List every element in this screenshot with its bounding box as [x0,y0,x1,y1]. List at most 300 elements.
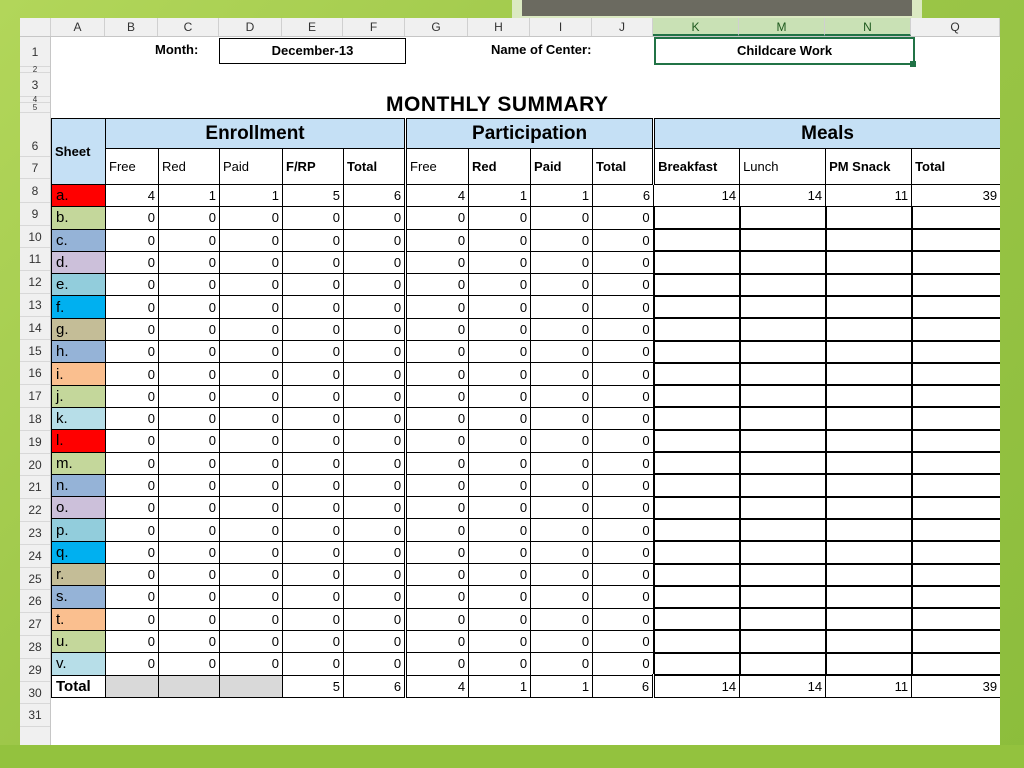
row-header-20[interactable]: 20 [20,454,50,477]
participation-cell[interactable]: 0 [531,541,593,563]
fill-handle[interactable] [910,61,916,67]
enrollment-cell[interactable]: 0 [220,318,283,340]
participation-cell[interactable]: 0 [406,207,469,229]
participation-cell[interactable]: 0 [531,385,593,407]
participation-cell[interactable]: 0 [593,229,654,251]
meal-cell[interactable] [826,564,912,586]
participation-cell[interactable]: 0 [593,251,654,273]
meal-cell[interactable] [654,296,740,318]
meal-cell[interactable] [826,586,912,608]
meal-cell[interactable] [826,207,912,229]
meal-cell[interactable] [654,274,740,296]
enrollment-cell[interactable]: 0 [283,296,344,318]
enrollment-cell[interactable]: 0 [283,363,344,385]
column-header-k[interactable]: K [653,18,739,36]
enrollment-cell[interactable]: 0 [283,430,344,452]
enrollment-cell[interactable]: 0 [220,497,283,519]
participation-cell[interactable]: 0 [593,296,654,318]
enrollment-cell[interactable]: 0 [344,296,406,318]
participation-cell[interactable]: 0 [593,541,654,563]
participation-cell[interactable]: 0 [406,608,469,630]
row-header-14[interactable]: 14 [20,317,50,340]
participation-cell[interactable]: 0 [406,385,469,407]
spreadsheet[interactable] [20,18,1000,745]
row-header-31[interactable]: 31 [20,704,50,727]
meal-cell[interactable] [912,474,1000,496]
meal-cell[interactable] [912,341,1000,363]
enrollment-cell[interactable]: 0 [159,519,220,541]
participation-cell[interactable]: 0 [406,274,469,296]
participation-cell[interactable]: 0 [593,274,654,296]
meal-cell[interactable] [826,296,912,318]
enrollment-cell[interactable]: 0 [344,229,406,251]
row-header-7[interactable]: 7 [20,157,50,179]
meal-cell[interactable] [654,452,740,474]
enrollment-cell[interactable]: 0 [159,541,220,563]
column-header-g[interactable]: G [405,18,468,36]
participation-cell[interactable]: 0 [531,452,593,474]
participation-cell[interactable]: 0 [406,586,469,608]
enrollment-cell[interactable]: 0 [106,363,159,385]
total-meal-cell[interactable]: 14 [740,675,826,697]
participation-cell[interactable]: 0 [593,653,654,675]
meal-cell[interactable] [654,385,740,407]
meal-cell[interactable]: 14 [740,185,826,207]
sheet-cell[interactable]: o. [52,497,106,519]
participation-cell[interactable]: 0 [406,251,469,273]
participation-cell[interactable]: 0 [469,608,531,630]
meal-cell[interactable] [654,497,740,519]
participation-cell[interactable]: 0 [531,497,593,519]
meal-cell[interactable] [740,474,826,496]
participation-cell[interactable]: 0 [406,474,469,496]
participation-cell[interactable]: 0 [406,363,469,385]
participation-cell[interactable]: 1 [531,185,593,207]
meal-cell[interactable] [912,229,1000,251]
meal-cell[interactable] [912,207,1000,229]
row-header-15[interactable]: 15 [20,340,50,363]
sheet-cell[interactable]: d. [52,251,106,273]
total-participation-cell[interactable]: 1 [469,675,531,697]
row-header-25[interactable]: 25 [20,568,50,591]
sheet-cell[interactable]: c. [52,229,106,251]
enrollment-cell[interactable]: 0 [106,229,159,251]
participation-cell[interactable]: 0 [406,296,469,318]
enrollment-cell[interactable]: 0 [283,497,344,519]
enrollment-cell[interactable]: 0 [344,341,406,363]
participation-cell[interactable]: 0 [531,341,593,363]
participation-cell[interactable]: 0 [406,630,469,652]
participation-cell[interactable]: 0 [593,630,654,652]
enrollment-cell[interactable]: 0 [283,586,344,608]
meal-cell[interactable] [740,608,826,630]
meal-cell[interactable] [826,541,912,563]
meal-cell[interactable] [912,407,1000,429]
enrollment-cell[interactable]: 0 [344,474,406,496]
enrollment-cell[interactable]: 0 [106,430,159,452]
participation-cell[interactable]: 0 [469,274,531,296]
meal-cell[interactable] [740,586,826,608]
meal-cell[interactable] [740,430,826,452]
participation-cell[interactable]: 0 [593,586,654,608]
participation-cell[interactable]: 0 [593,407,654,429]
column-header-f[interactable]: F [343,18,405,36]
enrollment-cell[interactable]: 0 [106,586,159,608]
enrollment-cell[interactable]: 0 [106,630,159,652]
enrollment-cell[interactable]: 0 [220,608,283,630]
enrollment-cell[interactable]: 4 [106,185,159,207]
meal-cell[interactable] [826,519,912,541]
enrollment-cell[interactable]: 0 [344,385,406,407]
participation-cell[interactable]: 0 [593,497,654,519]
enrollment-cell[interactable]: 0 [344,653,406,675]
meal-cell[interactable] [912,385,1000,407]
meal-cell[interactable] [912,452,1000,474]
meal-cell[interactable] [740,341,826,363]
participation-cell[interactable]: 0 [469,586,531,608]
meal-cell[interactable] [654,586,740,608]
participation-cell[interactable]: 0 [469,430,531,452]
enrollment-cell[interactable]: 0 [344,608,406,630]
enrollment-cell[interactable]: 0 [159,385,220,407]
enrollment-cell[interactable]: 0 [159,229,220,251]
enrollment-cell[interactable]: 0 [106,385,159,407]
row-header-22[interactable]: 22 [20,499,50,522]
meal-cell[interactable] [912,564,1000,586]
meal-cell[interactable] [740,274,826,296]
meal-cell[interactable] [740,363,826,385]
enrollment-cell[interactable]: 0 [106,564,159,586]
enrollment-cell[interactable]: 0 [220,564,283,586]
row-header-17[interactable]: 17 [20,385,50,408]
meal-cell[interactable] [912,318,1000,340]
enrollment-cell[interactable]: 0 [159,564,220,586]
enrollment-cell[interactable]: 0 [220,653,283,675]
participation-cell[interactable]: 6 [593,185,654,207]
meal-cell[interactable] [654,608,740,630]
meal-cell[interactable] [740,497,826,519]
total-meal-cell[interactable]: 14 [654,675,740,697]
participation-cell[interactable]: 0 [469,541,531,563]
meal-cell[interactable] [654,407,740,429]
sheet-cell[interactable]: p. [52,519,106,541]
meal-cell[interactable] [654,229,740,251]
enrollment-cell[interactable]: 6 [344,185,406,207]
enrollment-cell[interactable]: 0 [106,608,159,630]
meal-cell[interactable] [912,630,1000,652]
total-participation-cell[interactable]: 6 [593,675,654,697]
meal-cell[interactable] [740,541,826,563]
meal-cell[interactable] [654,474,740,496]
row-header-19[interactable]: 19 [20,431,50,454]
meal-cell[interactable]: 14 [654,185,740,207]
sheet-cell[interactable]: l. [52,430,106,452]
column-header-i[interactable]: I [530,18,592,36]
participation-cell[interactable]: 0 [469,363,531,385]
column-header-e[interactable]: E [282,18,343,36]
enrollment-cell[interactable]: 0 [344,251,406,273]
meal-cell[interactable] [740,407,826,429]
enrollment-cell[interactable]: 0 [283,608,344,630]
meal-cell[interactable] [654,318,740,340]
row-header-2[interactable]: 2 [20,67,50,73]
participation-cell[interactable]: 0 [469,519,531,541]
meal-cell[interactable] [912,519,1000,541]
enrollment-cell[interactable]: 0 [344,630,406,652]
row-header-1[interactable]: 1 [20,37,50,67]
participation-cell[interactable]: 0 [531,229,593,251]
enrollment-cell[interactable]: 0 [220,474,283,496]
column-header-bar[interactable] [20,18,1000,37]
meal-cell[interactable] [912,541,1000,563]
participation-cell[interactable]: 0 [469,474,531,496]
enrollment-cell[interactable]: 0 [159,407,220,429]
row-header-10[interactable]: 10 [20,226,50,249]
participation-cell[interactable]: 0 [593,564,654,586]
sheet-cell[interactable]: e. [52,274,106,296]
meal-cell[interactable]: 11 [826,185,912,207]
center-name-field[interactable]: Childcare Work [654,37,915,65]
meal-cell[interactable] [740,251,826,273]
enrollment-cell[interactable]: 0 [283,474,344,496]
meal-cell[interactable] [740,452,826,474]
row-header-9[interactable]: 9 [20,203,50,226]
meal-cell[interactable] [654,519,740,541]
participation-cell[interactable]: 0 [469,385,531,407]
month-field[interactable]: December-13 [219,38,406,64]
enrollment-cell[interactable]: 0 [344,541,406,563]
total-meal-cell[interactable]: 39 [912,675,1000,697]
participation-cell[interactable]: 0 [531,608,593,630]
participation-cell[interactable]: 0 [531,653,593,675]
enrollment-cell[interactable]: 0 [283,229,344,251]
meal-cell[interactable] [826,608,912,630]
enrollment-cell[interactable]: 0 [106,407,159,429]
total-enrollment-cell[interactable]: 5 [283,675,344,697]
enrollment-cell[interactable]: 0 [159,452,220,474]
enrollment-cell[interactable]: 0 [283,385,344,407]
column-header-q[interactable]: Q [911,18,1000,36]
column-header-a[interactable]: A [51,18,105,36]
column-header-n[interactable]: N [825,18,911,36]
participation-cell[interactable]: 0 [406,541,469,563]
participation-cell[interactable]: 0 [406,430,469,452]
enrollment-cell[interactable]: 0 [283,564,344,586]
enrollment-cell[interactable]: 0 [283,274,344,296]
row-header-28[interactable]: 28 [20,636,50,659]
meal-cell[interactable] [654,430,740,452]
enrollment-cell[interactable]: 0 [283,407,344,429]
meal-cell[interactable] [826,653,912,675]
enrollment-cell[interactable]: 0 [220,541,283,563]
enrollment-cell[interactable]: 0 [344,564,406,586]
row-header-23[interactable]: 23 [20,522,50,545]
enrollment-cell[interactable]: 0 [220,341,283,363]
row-header-11[interactable]: 11 [20,248,50,271]
sheet-cell[interactable]: b. [52,207,106,229]
enrollment-cell[interactable]: 0 [106,318,159,340]
participation-cell[interactable]: 0 [531,474,593,496]
total-enrollment-cell[interactable] [159,675,220,697]
meal-cell[interactable] [654,630,740,652]
meal-cell[interactable] [654,251,740,273]
select-all-corner[interactable] [20,18,51,36]
participation-cell[interactable]: 0 [593,385,654,407]
enrollment-cell[interactable]: 0 [344,363,406,385]
participation-cell[interactable]: 0 [531,274,593,296]
sheet-cell[interactable]: u. [52,630,106,652]
participation-cell[interactable]: 0 [531,407,593,429]
participation-cell[interactable]: 0 [593,430,654,452]
participation-cell[interactable]: 0 [469,341,531,363]
participation-cell[interactable]: 0 [593,207,654,229]
row-header-24[interactable]: 24 [20,545,50,568]
enrollment-cell[interactable]: 0 [220,586,283,608]
participation-cell[interactable]: 0 [406,452,469,474]
enrollment-cell[interactable]: 0 [159,497,220,519]
meal-cell[interactable] [912,653,1000,675]
enrollment-cell[interactable]: 0 [220,630,283,652]
enrollment-cell[interactable]: 0 [106,541,159,563]
enrollment-cell[interactable]: 1 [159,185,220,207]
enrollment-cell[interactable]: 1 [220,185,283,207]
enrollment-cell[interactable]: 0 [344,452,406,474]
enrollment-cell[interactable]: 0 [344,318,406,340]
enrollment-cell[interactable]: 0 [159,474,220,496]
enrollment-cell[interactable]: 0 [106,519,159,541]
enrollment-cell[interactable]: 0 [220,407,283,429]
enrollment-cell[interactable]: 0 [344,207,406,229]
enrollment-cell[interactable]: 0 [344,497,406,519]
enrollment-cell[interactable]: 0 [159,274,220,296]
total-enrollment-cell[interactable] [220,675,283,697]
column-header-b[interactable]: B [105,18,158,36]
meal-cell[interactable] [740,318,826,340]
participation-cell[interactable]: 0 [469,407,531,429]
sheet-cell[interactable]: g. [52,318,106,340]
meal-cell[interactable] [740,207,826,229]
total-enrollment-cell[interactable]: 6 [344,675,406,697]
participation-cell[interactable]: 0 [531,519,593,541]
meal-cell[interactable] [654,341,740,363]
participation-cell[interactable]: 0 [469,229,531,251]
meal-cell[interactable] [740,296,826,318]
enrollment-cell[interactable]: 0 [283,519,344,541]
enrollment-cell[interactable]: 0 [159,430,220,452]
row-header-8[interactable]: 8 [20,180,50,203]
meal-cell[interactable] [826,229,912,251]
enrollment-cell[interactable]: 0 [220,430,283,452]
enrollment-cell[interactable]: 0 [220,519,283,541]
enrollment-cell[interactable]: 0 [344,519,406,541]
enrollment-cell[interactable]: 0 [344,586,406,608]
enrollment-cell[interactable]: 0 [220,229,283,251]
participation-cell[interactable]: 1 [469,185,531,207]
meal-cell[interactable] [654,207,740,229]
participation-cell[interactable]: 0 [593,363,654,385]
enrollment-cell[interactable]: 0 [220,296,283,318]
enrollment-cell[interactable]: 0 [106,497,159,519]
meal-cell[interactable] [912,251,1000,273]
enrollment-cell[interactable]: 0 [159,630,220,652]
meal-cell[interactable] [826,385,912,407]
enrollment-cell[interactable]: 0 [159,586,220,608]
participation-cell[interactable]: 0 [406,341,469,363]
meal-cell[interactable]: 39 [912,185,1000,207]
sheet-cell[interactable]: t. [52,608,106,630]
enrollment-cell[interactable]: 0 [283,541,344,563]
participation-cell[interactable]: 0 [469,251,531,273]
participation-cell[interactable]: 0 [531,207,593,229]
participation-cell[interactable]: 0 [593,474,654,496]
meal-cell[interactable] [740,519,826,541]
participation-cell[interactable]: 0 [469,207,531,229]
enrollment-cell[interactable]: 0 [220,452,283,474]
row-header-bar[interactable] [20,37,51,745]
enrollment-cell[interactable]: 0 [106,474,159,496]
row-header-16[interactable]: 16 [20,362,50,385]
enrollment-cell[interactable]: 0 [220,251,283,273]
enrollment-cell[interactable]: 0 [106,274,159,296]
enrollment-cell[interactable]: 0 [344,274,406,296]
enrollment-cell[interactable]: 0 [106,653,159,675]
enrollment-cell[interactable]: 0 [220,207,283,229]
participation-cell[interactable]: 0 [531,564,593,586]
enrollment-cell[interactable]: 0 [159,207,220,229]
total-participation-cell[interactable]: 1 [531,675,593,697]
enrollment-cell[interactable]: 0 [283,630,344,652]
enrollment-cell[interactable]: 0 [283,653,344,675]
enrollment-cell[interactable]: 0 [283,207,344,229]
meal-cell[interactable] [654,564,740,586]
row-header-12[interactable]: 12 [20,271,50,294]
sheet-cell[interactable]: a. [52,185,106,207]
sheet-cell[interactable]: q. [52,541,106,563]
row-header-26[interactable]: 26 [20,590,50,613]
enrollment-cell[interactable]: 0 [106,341,159,363]
participation-cell[interactable]: 0 [531,586,593,608]
enrollment-cell[interactable]: 0 [106,207,159,229]
participation-cell[interactable]: 0 [593,452,654,474]
participation-cell[interactable]: 0 [469,296,531,318]
column-header-h[interactable]: H [468,18,530,36]
sheet-cell[interactable]: r. [52,564,106,586]
enrollment-cell[interactable]: 0 [159,318,220,340]
enrollment-cell[interactable]: 0 [159,363,220,385]
meal-cell[interactable] [826,251,912,273]
meal-cell[interactable] [912,586,1000,608]
participation-cell[interactable]: 0 [531,630,593,652]
enrollment-cell[interactable]: 0 [220,385,283,407]
enrollment-cell[interactable]: 0 [344,430,406,452]
participation-cell[interactable]: 0 [406,229,469,251]
enrollment-cell[interactable]: 0 [106,251,159,273]
participation-cell[interactable]: 0 [593,608,654,630]
meal-cell[interactable] [654,363,740,385]
meal-cell[interactable] [826,497,912,519]
participation-cell[interactable]: 0 [406,519,469,541]
meal-cell[interactable] [826,474,912,496]
participation-cell[interactable]: 0 [406,497,469,519]
row-header-27[interactable]: 27 [20,613,50,636]
participation-cell[interactable]: 0 [593,341,654,363]
meal-cell[interactable] [912,608,1000,630]
meal-cell[interactable] [740,229,826,251]
participation-cell[interactable]: 0 [593,318,654,340]
total-participation-cell[interactable]: 4 [406,675,469,697]
participation-cell[interactable]: 0 [593,519,654,541]
meal-cell[interactable] [912,274,1000,296]
